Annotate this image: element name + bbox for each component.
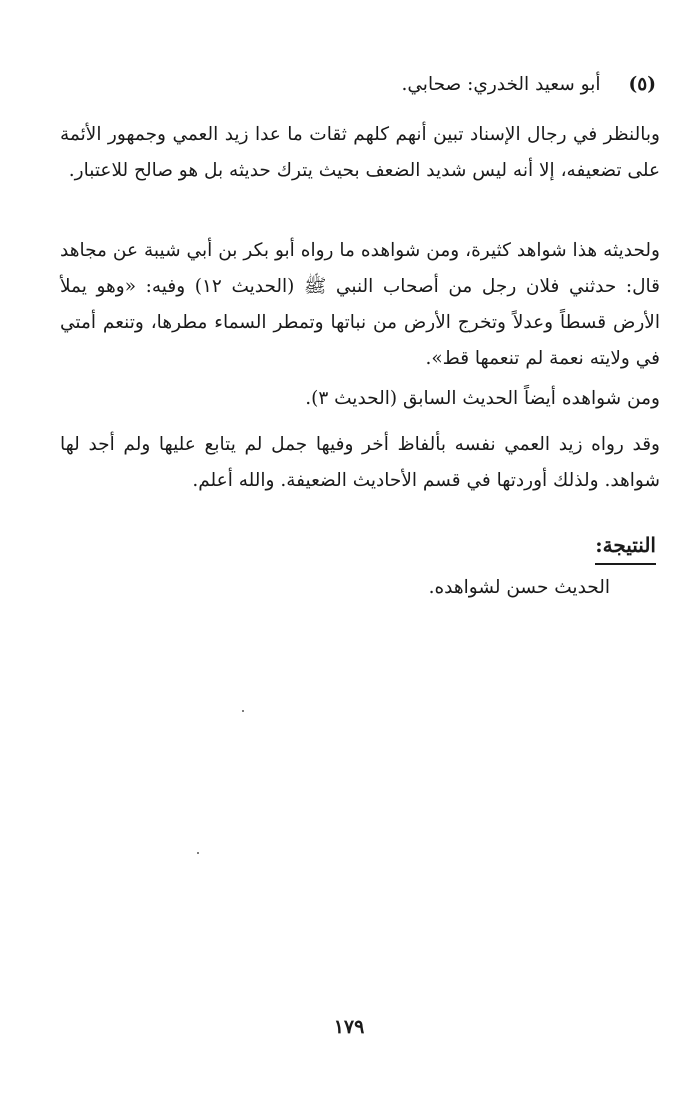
paragraph-text: وقد رواه زيد العمي نفسه بألفاظ أخر وفيها جمل لم يتابع عليها ولم أجد لها شواهد. ولذلك أوردتها في قسم الأحاديث الضعيفة. والله أعلم. [60,434,660,491]
footnote-text: أبو سعيد الخدري: صحابي. [401,74,601,95]
paragraph-2 [60,233,660,377]
footnote [60,67,656,103]
paragraph-text: ولحديثه هذا شواهد كثيرة، ومن شواهده ما رواه أبو بكر بن أبي شيبة عن مجاهد قال: حدثني فلان رجل من أصحاب النبي ﷺ (الحديث ١٢) وفيه: «وهو يملأ الأرض قسطاً وعدلاً وتخرج الأرض من نباتها وتمطر السماء مطرها، وتنعم أمتي في ولايته نعمة لم تنعمها قط». [60,240,660,369]
result-text: الحديث حسن لشواهده. [428,577,610,598]
scan-speck [242,710,244,712]
paragraph-text: ومن شواهده أيضاً الحديث السابق (الحديث ٣). [305,388,660,409]
footnote-number: (٥) [628,74,656,95]
result-heading: النتيجة: [595,527,656,565]
paragraph-3 [60,381,660,417]
paragraph-1 [60,117,660,189]
scan-speck [197,852,199,854]
paragraph-text: وبالنظر في رجال الإسناد تبين أنهم كلهم ثقات ما عدا زيد العمي وجمهور الأئمة على تضعيفه، إلا أنه ليس شديد الضعف بحيث يترك حديثه بل هو صالح للاعتبار. [60,124,660,181]
footnote-line [60,67,656,103]
page-number: ١٧٩ [333,1016,365,1038]
paragraph-4 [60,427,660,499]
